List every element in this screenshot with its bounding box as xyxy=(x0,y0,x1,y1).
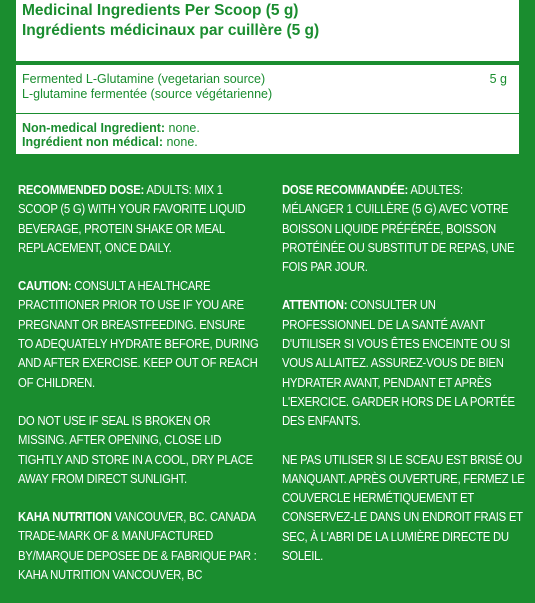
attention-label-fr: ATTENTION: xyxy=(282,297,348,313)
ingredient-name-en: Fermented L-Glutamine (vegetarian source) xyxy=(22,72,266,86)
dose-label-fr: DOSE RECOMMANDÉE: xyxy=(282,182,409,197)
recommended-dose-en xyxy=(18,180,259,257)
caution-en xyxy=(18,276,259,392)
seal-warning-fr: NE PAS UTILISER SI LE SCEAU EST BRISÉ OU MANQUANT. APRÈS OUVERTURE, FERMEZ LE COUVERCLE HERMÉTIQUEMENT ET CONSERVEZ-LE DANS UN ENDROIT FRAIS ET SEC, À L'ABRI DE LA LUMIÈRE DIRECTE DU SOLEIL. xyxy=(282,451,525,564)
company-label: KAHA NUTRITION xyxy=(18,509,112,525)
non-medical-ingredients xyxy=(22,121,200,149)
thick-divider xyxy=(16,61,519,65)
ingredient-name-fr: L-glutamine fermentée (source végétarienne) xyxy=(22,87,273,101)
company-text: VANCOUVER, BC. CANADA TRADE-MARK OF & MANUFACTURED BY/MARQUE DEPOSEE DE & FABRIQUE PAR : KAHA NUTRITION VANCOUVER, BC xyxy=(18,509,257,583)
caution-label-en: CAUTION: xyxy=(18,278,72,294)
panel-title-fr: Ingrédients médicinaux par cuillère (5 g) xyxy=(22,22,320,39)
nonmed-en-value: none. xyxy=(165,121,200,135)
caution-text-en: CONSULT A HEALTHCARE PRACTITIONER PRIOR TO USE IF YOU ARE PREGNANT OR BREASTFEEDING. ENSURE TO ADEQUATELY HYDRATE BEFORE, DURING AND AFTER EXERCISE. KEEP OUT OF REACH OF CHILDREN. xyxy=(18,278,259,390)
dose-text-fr: ADULTES: MÉLANGER 1 CUILLÈRE (5 G) AVEC VOTRE BOISSON LIQUIDE PRÉFÉRÉE, BOISSON PROTÉINÉE OU SUBSTITUT DE REPAS, UNE FOIS PAR JOUR. xyxy=(282,182,515,275)
nonmed-en xyxy=(22,121,200,135)
nonmed-en-label: Non-medical Ingredient: xyxy=(22,121,166,135)
recommended-dose-fr xyxy=(282,180,527,276)
ingredient-amount: 5 g xyxy=(489,72,507,86)
attention-fr xyxy=(282,295,527,430)
company-info xyxy=(18,507,259,584)
dose-label-en: RECOMMENDED DOSE: xyxy=(18,182,145,197)
dose-text-en: ADULTS: MIX 1 SCOOP (5 G) WITH YOUR FAVORITE LIQUID BEVERAGE, PROTEIN SHAKE OR MEAL REPLACEMENT, ONCE DAILY. xyxy=(18,182,246,255)
ingredient-row xyxy=(22,72,507,102)
nonmed-fr-label: Ingrédient non médical: xyxy=(22,135,163,149)
english-column xyxy=(18,180,258,603)
thin-divider xyxy=(16,113,519,114)
nonmed-fr xyxy=(22,135,200,149)
french-column xyxy=(282,180,527,584)
medicinal-ingredients-panel xyxy=(16,0,519,154)
panel-title-en: Medicinal Ingredients Per Scoop (5 g) xyxy=(22,2,299,19)
attention-text-fr: CONSULTER UN PROFESSIONNEL DE LA SANTÉ AVANT D'UTILISER SI VOUS ÊTES ENCEINTE OU SI VOUS ALLAITEZ. ASSUREZ-VOUS DE BIEN HYDRATER AVANT, PENDANT ET APRÈS L'EXERCICE. GARDER HORS DE LA PORTÉE DES ENFANTS. xyxy=(282,297,515,429)
seal-warning-en: DO NOT USE IF SEAL IS BROKEN OR MISSING. AFTER OPENING, CLOSE LID TIGHTLY AND STORE IN A COOL, DRY PLACE AWAY FROM DIRECT SUNLIGHT. xyxy=(18,412,253,486)
nonmed-fr-value: none. xyxy=(163,135,198,149)
